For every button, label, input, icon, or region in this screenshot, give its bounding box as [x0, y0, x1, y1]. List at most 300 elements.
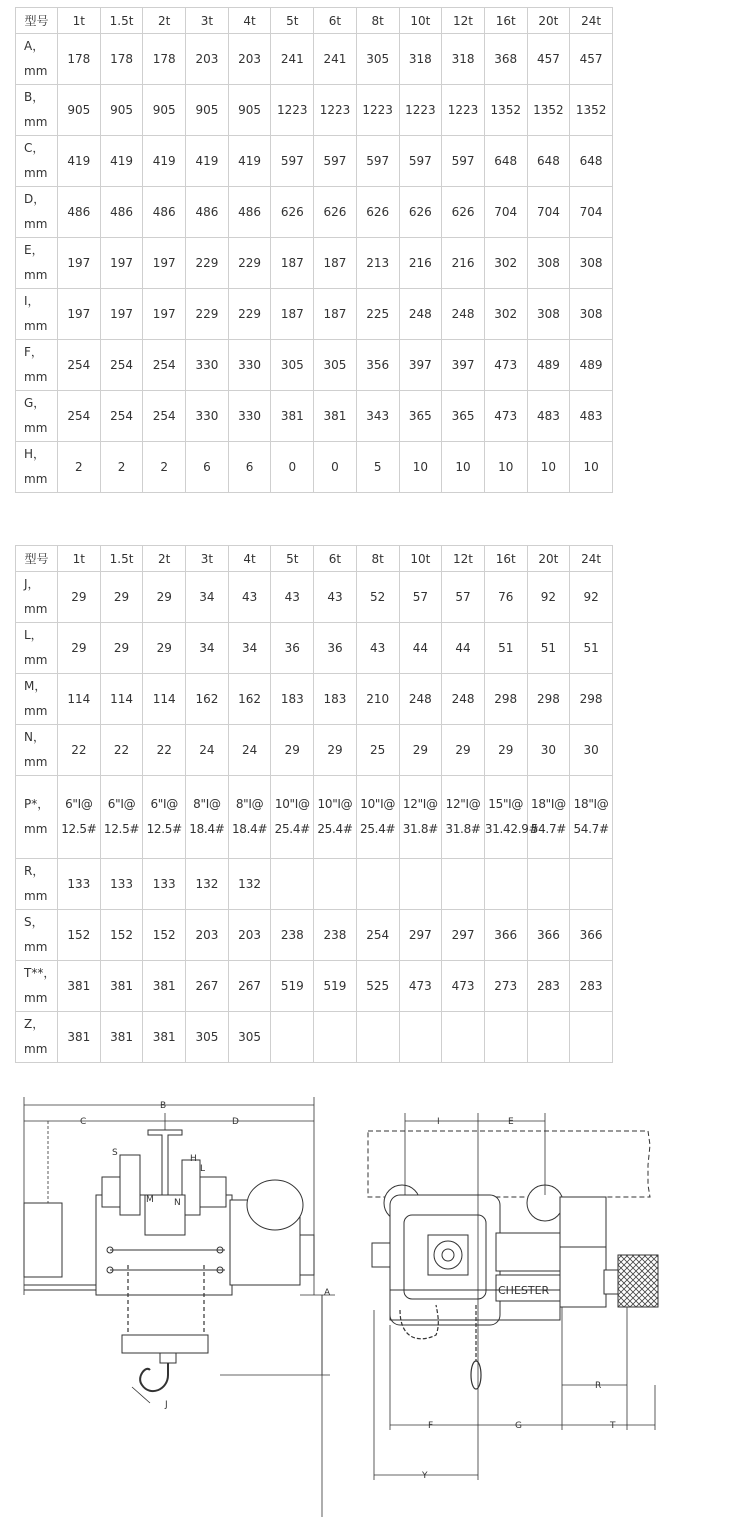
unit-label: mm [24, 755, 48, 769]
table-cell: 1223 [271, 85, 314, 136]
dimension-name: B， [24, 90, 45, 104]
unit-label: mm [24, 653, 48, 667]
capacity-header: 6t [314, 546, 357, 572]
table-row [16, 340, 613, 391]
dimension-name: I， [24, 294, 40, 308]
table-cell: 10 [527, 442, 570, 493]
row-label [16, 572, 58, 623]
table-row [16, 623, 613, 674]
table-cell: 366 [570, 910, 613, 961]
table-cell: 178 [100, 34, 143, 85]
table-cell: 297 [442, 910, 485, 961]
table-cell [442, 776, 485, 859]
table-row [16, 859, 613, 910]
table-cell: 51 [527, 623, 570, 674]
table-cell [314, 776, 357, 859]
table-cell: 197 [143, 238, 186, 289]
capacity-header: 1t [58, 8, 101, 34]
table-cell: 308 [570, 238, 613, 289]
table-cell: 210 [356, 674, 399, 725]
table-cell: 2 [58, 442, 101, 493]
dimension-name: H， [24, 447, 46, 461]
label-D: D [232, 1117, 239, 1127]
table-cell: 366 [484, 910, 527, 961]
table-cell: 22 [58, 725, 101, 776]
table-cell: 29 [58, 572, 101, 623]
table-row [16, 725, 613, 776]
row-label [16, 859, 58, 910]
table-cell: 51 [570, 623, 613, 674]
table-cell: 43 [356, 623, 399, 674]
table-cell: 114 [58, 674, 101, 725]
table-cell: 254 [100, 391, 143, 442]
table-cell: 29 [271, 725, 314, 776]
table-cell: 626 [399, 187, 442, 238]
table-cell: 187 [271, 289, 314, 340]
table-cell: 10 [570, 442, 613, 493]
beam-size: 6"I@ [107, 797, 136, 811]
table-cell: 308 [570, 289, 613, 340]
table-cell: 248 [442, 674, 485, 725]
table-cell: 486 [186, 187, 229, 238]
beam-size: 10"I@ [360, 797, 396, 811]
table-cell: 397 [442, 340, 485, 391]
table-cell: 44 [399, 623, 442, 674]
unit-label: mm [24, 370, 48, 384]
table-cell: 43 [314, 572, 357, 623]
table-cell: 238 [271, 910, 314, 961]
table-cell: 132 [228, 859, 271, 910]
beam-weight: 18.4# [231, 822, 268, 836]
table-cell: 152 [58, 910, 101, 961]
table-cell: 473 [484, 391, 527, 442]
table-cell: 704 [527, 187, 570, 238]
label-G: G [515, 1421, 522, 1431]
table-cell: 254 [58, 340, 101, 391]
beam-weight: 12.5# [103, 822, 140, 836]
unit-label: mm [24, 991, 48, 1005]
table-cell: 92 [570, 572, 613, 623]
beam-weight: 31.8# [402, 822, 438, 836]
brand-plate: CHESTER [498, 1284, 550, 1297]
table-cell [271, 859, 314, 910]
model-header: 型号 [16, 8, 58, 34]
table-cell: 132 [186, 859, 229, 910]
table-cell: 343 [356, 391, 399, 442]
table-cell: 152 [100, 910, 143, 961]
table-cell: 381 [314, 391, 357, 442]
table-cell: 178 [58, 34, 101, 85]
table-cell: 626 [314, 187, 357, 238]
table-cell: 30 [570, 725, 613, 776]
table-cell [442, 859, 485, 910]
capacity-header: 12t [442, 8, 485, 34]
table-cell: 254 [143, 340, 186, 391]
table-cell: 248 [442, 289, 485, 340]
table-cell: 29 [314, 725, 357, 776]
table-cell: 597 [356, 136, 399, 187]
table-cell: 225 [356, 289, 399, 340]
table-cell: 133 [58, 859, 101, 910]
table-cell: 905 [186, 85, 229, 136]
table-cell: 626 [271, 187, 314, 238]
table-cell: 305 [356, 34, 399, 85]
row-label [16, 1012, 58, 1063]
capacity-header: 1.5t [100, 546, 143, 572]
dimension-name: A， [24, 39, 45, 53]
label-E: E [508, 1117, 514, 1127]
table-cell: 133 [143, 859, 186, 910]
beam-weight: 31.42.9# [484, 822, 539, 836]
table-cell [356, 859, 399, 910]
table-row [16, 776, 613, 859]
table-cell: 24 [186, 725, 229, 776]
beam-size: 12"I@ [445, 797, 481, 811]
table-cell: 241 [314, 34, 357, 85]
label-F: F [428, 1421, 434, 1431]
dimension-table-2 [15, 545, 613, 1063]
row-label [16, 136, 58, 187]
table-cell: 308 [527, 238, 570, 289]
table-cell: 29 [100, 572, 143, 623]
capacity-header: 16t [484, 8, 527, 34]
table-cell: 248 [399, 674, 442, 725]
table-cell: 29 [484, 725, 527, 776]
table-row [16, 187, 613, 238]
capacity-header: 2t [143, 8, 186, 34]
table-cell: 43 [271, 572, 314, 623]
table-cell: 486 [100, 187, 143, 238]
dimension-name: D， [24, 192, 46, 206]
unit-label: mm [24, 940, 48, 954]
label-A: A [324, 1288, 331, 1298]
capacity-header: 20t [527, 8, 570, 34]
table-cell: 473 [399, 961, 442, 1012]
table-cell: 486 [58, 187, 101, 238]
table-row [16, 238, 613, 289]
table-cell: 36 [271, 623, 314, 674]
table-cell [399, 776, 442, 859]
dimension-name: G， [24, 396, 46, 410]
table-cell: 197 [58, 289, 101, 340]
beam-size: 6"I@ [150, 797, 178, 811]
table-cell: 203 [228, 910, 271, 961]
table-cell: 483 [570, 391, 613, 442]
table-cell: 298 [484, 674, 527, 725]
label-M: M [146, 1195, 154, 1205]
table-cell: 248 [399, 289, 442, 340]
table-cell: 273 [484, 961, 527, 1012]
table-cell: 283 [570, 961, 613, 1012]
table-cell: 203 [186, 34, 229, 85]
table-cell: 318 [399, 34, 442, 85]
table-cell: 92 [527, 572, 570, 623]
table-cell: 1223 [442, 85, 485, 136]
table-cell: 381 [100, 1012, 143, 1063]
table-cell: 213 [356, 238, 399, 289]
capacity-header: 12t [442, 546, 485, 572]
table-row [16, 136, 613, 187]
capacity-header: 5t [271, 546, 314, 572]
table-cell: 133 [100, 859, 143, 910]
table-cell: 297 [399, 910, 442, 961]
header-row [16, 8, 613, 34]
beam-size: 15"I@ [488, 797, 524, 811]
table-cell: 597 [399, 136, 442, 187]
table-cell: 905 [58, 85, 101, 136]
table-cell: 0 [271, 442, 314, 493]
table-cell [271, 776, 314, 859]
capacity-header: 20t [527, 546, 570, 572]
table-row [16, 1012, 613, 1063]
row-label [16, 961, 58, 1012]
table-cell: 381 [143, 1012, 186, 1063]
table-cell: 419 [143, 136, 186, 187]
row-label [16, 623, 58, 674]
table-cell [143, 776, 186, 859]
table-cell [527, 859, 570, 910]
beam-weight: 25.4# [317, 822, 353, 836]
table-cell: 1352 [527, 85, 570, 136]
table-cell: 229 [228, 238, 271, 289]
beam-size: 18"I@ [573, 797, 609, 811]
table-cell [58, 776, 101, 859]
table-cell: 330 [186, 391, 229, 442]
table-cell: 229 [228, 289, 271, 340]
table-cell: 2 [143, 442, 186, 493]
table-cell: 162 [186, 674, 229, 725]
table-cell: 457 [527, 34, 570, 85]
row-label [16, 238, 58, 289]
row-label [16, 776, 58, 859]
beam-size: 18"I@ [530, 797, 566, 811]
table-cell [314, 859, 357, 910]
row-label [16, 442, 58, 493]
table-cell: 519 [271, 961, 314, 1012]
dimension-name: S， [24, 915, 44, 929]
table-cell: 22 [100, 725, 143, 776]
table-cell: 308 [527, 289, 570, 340]
table-cell: 489 [527, 340, 570, 391]
table-cell [399, 859, 442, 910]
table-cell: 52 [356, 572, 399, 623]
beam-size: 12"I@ [402, 797, 438, 811]
capacity-header: 16t [484, 546, 527, 572]
table-cell: 6 [228, 442, 271, 493]
table-cell [442, 1012, 485, 1063]
row-label [16, 187, 58, 238]
table-cell: 330 [228, 340, 271, 391]
table-cell: 419 [58, 136, 101, 187]
table-cell: 457 [570, 34, 613, 85]
label-J: J [165, 1400, 168, 1410]
unit-label: mm [24, 166, 48, 180]
table-cell: 267 [186, 961, 229, 1012]
table-cell: 626 [442, 187, 485, 238]
beam-weight: 12.5# [61, 822, 97, 836]
table-cell: 381 [143, 961, 186, 1012]
table-cell [570, 1012, 613, 1063]
table-cell: 5 [356, 442, 399, 493]
beam-size: 8"I@ [193, 797, 221, 811]
table-cell: 597 [442, 136, 485, 187]
dimension-name: E， [24, 243, 44, 257]
capacity-header: 24t [570, 8, 613, 34]
table-cell [484, 776, 539, 859]
table-cell [186, 776, 229, 859]
table-cell: 330 [228, 391, 271, 442]
table-cell: 519 [314, 961, 357, 1012]
table-cell [228, 776, 271, 859]
table-cell: 366 [527, 910, 570, 961]
capacity-header: 8t [356, 8, 399, 34]
table-cell: 238 [314, 910, 357, 961]
capacity-header: 6t [314, 8, 357, 34]
table-cell: 368 [484, 34, 527, 85]
row-label [16, 85, 58, 136]
table-cell: 381 [58, 961, 101, 1012]
unit-label: mm [24, 889, 48, 903]
table-cell: 24 [228, 725, 271, 776]
table-cell: 381 [100, 961, 143, 1012]
table-cell: 254 [143, 391, 186, 442]
table-cell: 905 [143, 85, 186, 136]
unit-label: mm [24, 822, 48, 836]
unit-label: mm [24, 319, 48, 333]
capacity-header: 24t [570, 546, 613, 572]
table-row [16, 289, 613, 340]
table-cell: 302 [484, 289, 527, 340]
table-cell [356, 1012, 399, 1063]
beam-size: 8"I@ [235, 797, 264, 811]
label-R: R [595, 1381, 602, 1391]
table-cell: 57 [442, 572, 485, 623]
table-cell [527, 1012, 570, 1063]
table-cell: 597 [271, 136, 314, 187]
table-cell: 486 [228, 187, 271, 238]
table-cell [314, 1012, 357, 1063]
dimension-table-1 [15, 7, 613, 493]
table-cell: 34 [186, 572, 229, 623]
table-cell: 1352 [484, 85, 527, 136]
table-cell: 29 [442, 725, 485, 776]
header-row [16, 546, 613, 572]
beam-weight: 18.4# [189, 822, 225, 836]
beam-size: 10"I@ [317, 797, 353, 811]
dimension-name: P*， [24, 797, 50, 811]
table-cell: 254 [100, 340, 143, 391]
capacity-header: 4t [228, 546, 271, 572]
label-T: T [610, 1421, 616, 1431]
table-row [16, 674, 613, 725]
capacity-header: 3t [186, 8, 229, 34]
table-cell: 318 [442, 34, 485, 85]
table-row [16, 572, 613, 623]
table-cell: 29 [58, 623, 101, 674]
table-cell: 187 [271, 238, 314, 289]
table-cell: 162 [228, 674, 271, 725]
table-cell: 302 [484, 238, 527, 289]
table-cell: 29 [100, 623, 143, 674]
unit-label: mm [24, 472, 48, 486]
label-N: N [174, 1198, 181, 1208]
table-cell: 1352 [570, 85, 613, 136]
table-cell: 489 [570, 340, 613, 391]
table-cell: 381 [58, 1012, 101, 1063]
table-cell: 648 [570, 136, 613, 187]
table-cell: 419 [186, 136, 229, 187]
table-cell: 203 [228, 34, 271, 85]
table-cell: 114 [143, 674, 186, 725]
capacity-header: 3t [186, 546, 229, 572]
table-cell: 305 [228, 1012, 271, 1063]
table-cell: 34 [228, 623, 271, 674]
unit-label: mm [24, 268, 48, 282]
beam-size: 6"I@ [65, 797, 93, 811]
unit-label: mm [24, 1042, 48, 1056]
table-cell: 216 [399, 238, 442, 289]
table-cell: 626 [356, 187, 399, 238]
dimension-name: C， [24, 141, 45, 155]
dimension-name: T**， [24, 966, 56, 980]
table-cell: 905 [228, 85, 271, 136]
table-cell: 473 [484, 340, 527, 391]
row-label [16, 34, 58, 85]
table-cell: 1223 [399, 85, 442, 136]
table-cell [399, 1012, 442, 1063]
table-cell: 267 [228, 961, 271, 1012]
table-cell [527, 776, 570, 859]
row-label [16, 340, 58, 391]
table-cell: 183 [271, 674, 314, 725]
table-cell [570, 859, 613, 910]
table-cell: 197 [143, 289, 186, 340]
table-cell: 473 [442, 961, 485, 1012]
label-Y: Y [422, 1471, 428, 1481]
beam-weight: 12.5# [146, 822, 182, 836]
beam-weight: 54.7# [530, 822, 567, 836]
table-cell: 152 [143, 910, 186, 961]
table-cell: 197 [58, 238, 101, 289]
model-header: 型号 [16, 546, 58, 572]
beam-weight: 31.8# [445, 822, 481, 836]
table-cell [100, 776, 143, 859]
table-cell: 51 [484, 623, 527, 674]
table-cell [570, 776, 613, 859]
table-cell: 525 [356, 961, 399, 1012]
table-cell: 29 [399, 725, 442, 776]
table-cell: 30 [527, 725, 570, 776]
table-cell: 305 [314, 340, 357, 391]
label-S: S [112, 1148, 118, 1158]
dimension-name: M， [24, 679, 47, 693]
table-cell: 365 [399, 391, 442, 442]
row-label [16, 289, 58, 340]
table-cell [271, 1012, 314, 1063]
table-cell: 34 [186, 623, 229, 674]
unit-label: mm [24, 217, 48, 231]
table-cell: 597 [314, 136, 357, 187]
table-cell: 187 [314, 289, 357, 340]
beam-weight: 54.7# [573, 822, 609, 836]
unit-label: mm [24, 115, 48, 129]
table-cell: 298 [570, 674, 613, 725]
table-cell: 29 [143, 572, 186, 623]
table-cell: 254 [58, 391, 101, 442]
label-C: C [80, 1117, 87, 1127]
table-cell: 197 [100, 238, 143, 289]
table-row [16, 391, 613, 442]
